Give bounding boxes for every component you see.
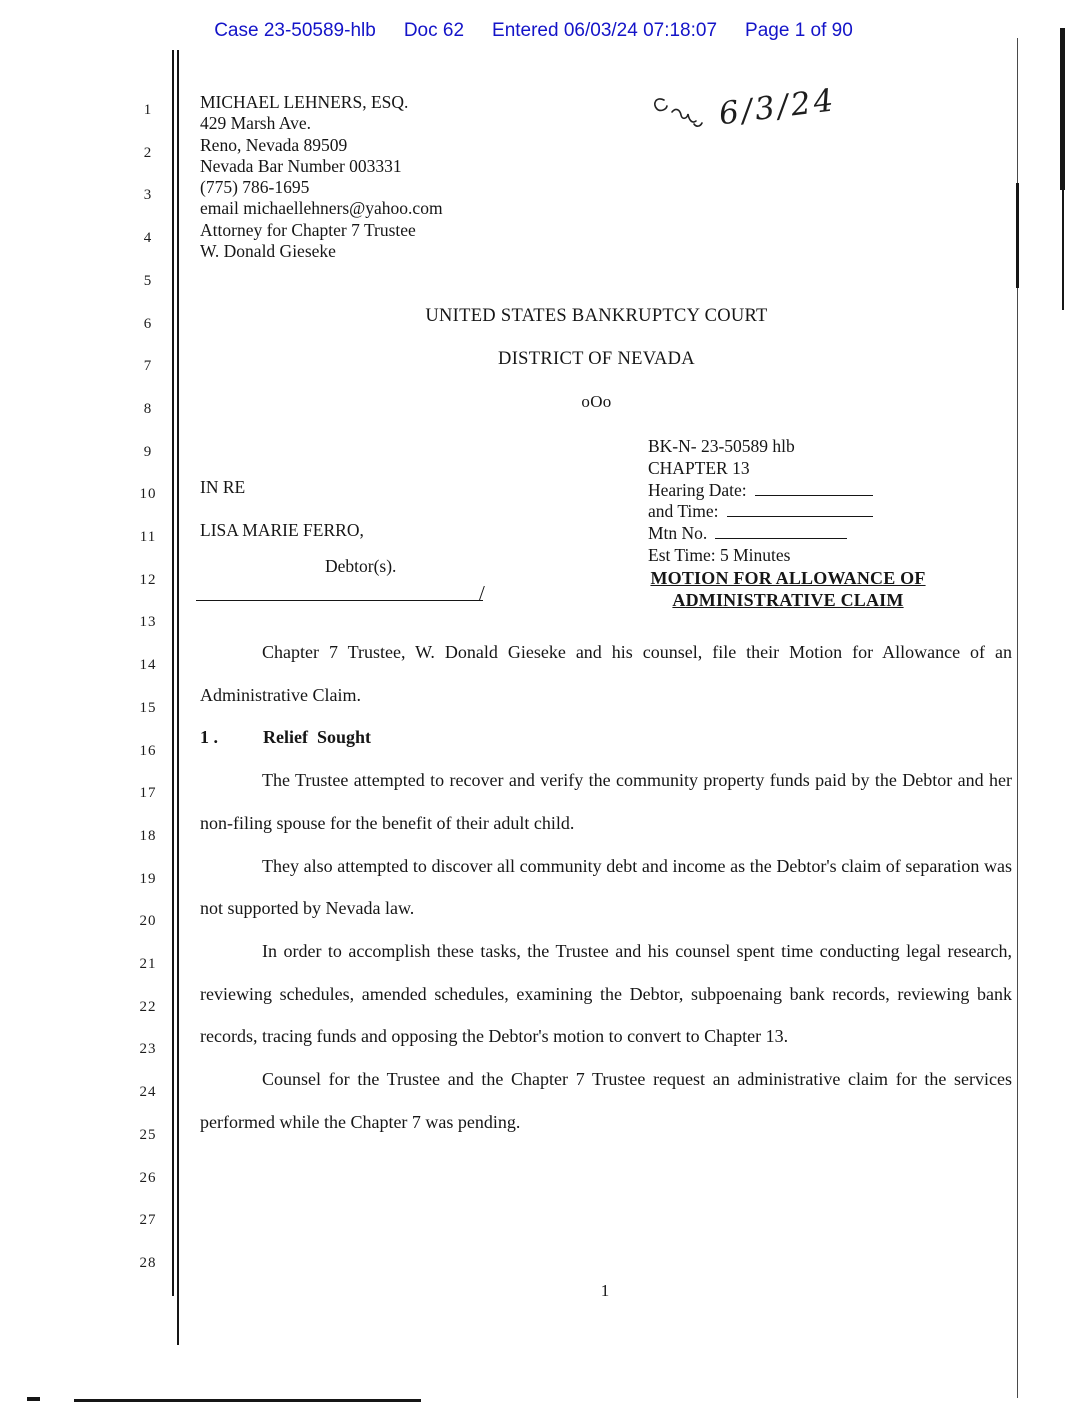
ecf-stamp-header xyxy=(0,20,1067,42)
case-number: Case 23-50589-hlb xyxy=(214,20,376,41)
attorney-bar-number: Nevada Bar Number 003331 xyxy=(200,155,402,176)
line-number: 23 xyxy=(139,1041,157,1058)
motion-title-line2: ADMINISTRATIVE CLAIM xyxy=(672,590,904,610)
motion-title-line1: MOTION FOR ALLOWANCE OF xyxy=(650,568,926,588)
line-number: 2 xyxy=(143,144,153,161)
hearing-date-label: Hearing Date: xyxy=(648,479,747,500)
attorney-name: MICHAEL LEHNERS, ESQ. xyxy=(200,92,409,112)
page-count: Page 1 of 90 xyxy=(745,20,853,41)
caption-chapter: CHAPTER 13 xyxy=(648,457,750,478)
paragraph-intro: Chapter 7 Trustee, W. Donald Gieseke and his counsel, file their Motion for Allowance of an Administrative Claim. xyxy=(200,642,1012,705)
line-number: 9 xyxy=(143,443,153,460)
trustee-name: W. Donald Gieseke xyxy=(200,241,336,262)
paragraph-request: Counsel for the Trustee and the Chapter 7 Trustee request an administrative claim for the services performed while the Chapter 7 was pending. xyxy=(200,1069,1012,1132)
line-number: 4 xyxy=(143,230,153,247)
attorney-phone: (775) 786-1695 xyxy=(200,177,310,198)
line-number: 19 xyxy=(139,870,157,887)
right-margin-scan-line-dark xyxy=(1016,183,1019,288)
and-time-label: and Time: xyxy=(648,501,719,522)
line-number: 15 xyxy=(139,699,157,716)
caption-debtor-name: LISA MARIE FERRO, xyxy=(200,520,364,540)
bottom-scan-dash xyxy=(27,1397,40,1401)
handwritten-annotation xyxy=(642,80,842,147)
court-separator: oOo xyxy=(581,392,612,411)
caption-hearing-date-row xyxy=(648,480,873,502)
section-heading-relief-sought xyxy=(200,716,1012,759)
line-number: 22 xyxy=(139,998,157,1015)
line-number: 11 xyxy=(139,529,157,545)
mtn-no-blank xyxy=(715,523,847,539)
doc-number: Doc 62 xyxy=(403,20,465,41)
page-edge-artifact-thick xyxy=(1060,28,1065,190)
entered-timestamp: Entered 06/03/24 07:18:07 xyxy=(492,20,718,41)
line-number: 12 xyxy=(139,571,157,588)
caption-debtor-label: Debtor(s). xyxy=(325,556,397,576)
hearing-date-blank xyxy=(755,480,873,496)
attorney-block xyxy=(200,92,443,262)
line-number: 27 xyxy=(139,1212,157,1229)
caption-divider-slash: / xyxy=(479,581,485,605)
attorney-email: email michaellehners@yahoo.com xyxy=(200,198,443,219)
caption-est-time: Est Time: 5 Minutes xyxy=(648,544,791,565)
page-edge-artifact-thin xyxy=(1062,190,1064,310)
caption-and-time-row xyxy=(648,501,873,523)
line-number: 18 xyxy=(139,827,157,844)
court-district: DISTRICT OF NEVADA xyxy=(498,349,695,369)
left-margin-rule-outer xyxy=(172,50,174,1296)
line-number: 3 xyxy=(143,187,153,204)
motion-title xyxy=(638,567,938,611)
line-number: 7 xyxy=(143,358,153,375)
mtn-no-label: Mtn No. xyxy=(648,523,708,544)
line-number: 8 xyxy=(143,400,153,417)
motion-body xyxy=(200,631,1012,1143)
attorney-street: 429 Marsh Ave. xyxy=(200,113,311,134)
handwritten-initials-squiggle xyxy=(655,99,702,126)
line-number: 16 xyxy=(139,742,157,759)
court-title: UNITED STATES BANKRUPTCY COURT xyxy=(425,306,768,326)
attorney-role: Attorney for Chapter 7 Trustee xyxy=(200,219,416,240)
left-margin-rule-inner xyxy=(177,50,179,1345)
attorney-city: Reno, Nevada 89509 xyxy=(200,134,348,155)
line-number: 20 xyxy=(139,913,157,930)
caption-in-re: IN RE xyxy=(200,477,246,497)
line-number: 26 xyxy=(139,1169,157,1186)
line-number: 28 xyxy=(139,1254,157,1271)
section-number: 1 . xyxy=(200,727,218,748)
bottom-scan-line xyxy=(74,1399,421,1402)
caption-mtn-no-row xyxy=(648,523,873,545)
page-number: 1 xyxy=(600,1281,610,1300)
caption-case-info xyxy=(648,436,873,567)
line-number: 6 xyxy=(143,315,153,332)
line-number: 24 xyxy=(139,1084,157,1101)
line-number: 1 xyxy=(143,102,153,118)
paragraph-recover-funds: The Trustee attempted to recover and verify the community property funds paid by the Debtor and her non-filing spouse for the benefit of their adult child. xyxy=(200,770,1012,833)
section-label: Relief Sought xyxy=(263,727,371,748)
line-number: 10 xyxy=(139,486,157,503)
caption-case-number: BK-N- 23-50589 hlb xyxy=(648,436,795,456)
line-number: 5 xyxy=(143,272,153,289)
line-number: 21 xyxy=(139,956,157,972)
and-time-blank xyxy=(727,501,873,517)
line-number: 14 xyxy=(139,657,157,674)
handwritten-date: 6/3/24 xyxy=(716,82,839,133)
paragraph-community-debt: They also attempted to discover all community debt and income as the Debtor's claim of separation was not supported by Nevada law. xyxy=(200,855,1012,919)
line-number: 17 xyxy=(139,785,157,802)
caption-divider-rule xyxy=(196,600,483,601)
paragraph-tasks: In order to accomplish these tasks, the Trustee and his counsel spent time conducting legal research, reviewing schedules, amended schedules, examining the Debtor, subpoenaing bank records, reviewing bank records, tracing funds and opposing the Debtor's motion to convert to Chapter 13. xyxy=(200,940,1012,1047)
line-number: 25 xyxy=(139,1126,157,1143)
line-number: 13 xyxy=(139,614,157,631)
